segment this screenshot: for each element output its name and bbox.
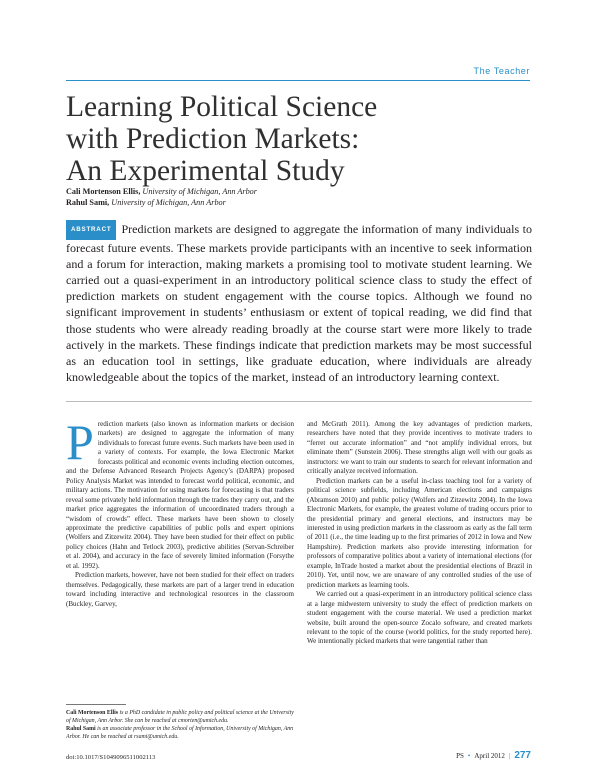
author-entry xyxy=(66,197,257,208)
author-footnotes xyxy=(66,710,294,742)
body-paragraph: and McGrath 2011). Among the key advantages of prediction markets, researchers have noted that they provide incentives to motivate traders to “ferret out accurate information” and “not amplify individual errors, but eliminate them” (Sunstein 2006). These strengths align well with our goals as instructors: we want to train our students to search for relevant information and critically analyze received information. xyxy=(307,420,532,476)
body-column-right xyxy=(307,420,532,647)
title-line: Learning Political Science xyxy=(66,91,378,123)
author-affiliation: University of Michigan, Ann Arbor xyxy=(111,198,226,207)
page-footer xyxy=(456,750,531,761)
author-name: Rahul Sami, xyxy=(66,198,110,207)
abstract-text: Prediction markets are designed to aggregate the information of many individuals to forecast future events. These markets provide participants with an incentive to seek information and a forum for interaction, making markets a promising tool to motivate student learning. We carried out a quasi-experiment in an introductory political science class to study the effect of prediction markets on student engagement with the course topics. Although we found no significant improvement in students’ enthusiasm or extent of topical reading, we did find that those students who were already reading broadly at the course start were more likely to trade actively in the markets. These findings indicate that prediction markets may be most successful as an education tool in settings, like graduate education, where individuals are already knowledgeable about the topics of the market, instead of an introductory learning context. xyxy=(66,222,532,384)
footer-separator: • xyxy=(467,752,471,760)
footnote-rule xyxy=(66,704,126,705)
author-list xyxy=(66,186,257,208)
journal-name: PS xyxy=(456,752,464,760)
body-column-left xyxy=(66,414,294,609)
author-affiliation: University of Michigan, Ann Arbor xyxy=(142,187,257,196)
body-paragraph: Prediction markets (also known as information markets or decision markets) are designed to aggregate the information of many individuals to forecast future events. Such markets have been used in a variety of contexts. For example, the Iowa Electronic Market forecasts political and economic events including election outcomes, and the Defense Advanced Research Projects Agency’s (DARPA) proposed Policy Analysis Market was intended to forecast world political, economic, and military actions. The motivation for using markets for forecasting is that traders reveal some privately held information through the trades they carry out, and the market price aggregates the information of uncoordinated traders through a “wisdom of crowds” effect. These markets have been shown to closely approximate the predictive capabilities of public polls and expert opinions (Wolfers and Zitzewitz 2004). They have been studied for their effect on public policy choices (Hahn and Tetlock 2003), predictive abilities (Servan-Schreiber et al. 2004), and accuracy in the face of severely limited information (Forsythe et al. 1992). xyxy=(66,414,294,570)
body-paragraph: We carried out a quasi-experiment in an introductory political science class at a large midwestern university to study the effect of prediction markets on student engagement with the course material. We used a prediction market website, built around the open-source Zocalo software, and created markets relevant to the topic of the course (world politics, for the study reported here). We intentionally picked markets that were tangential rather than xyxy=(307,590,532,646)
title-line: with Prediction Markets: xyxy=(66,123,360,155)
abstract-divider xyxy=(66,401,532,402)
footer-separator: | xyxy=(508,752,511,760)
issue-date: April 2012 xyxy=(474,752,505,760)
footnote: Cali Mortenson Ellis is a PhD candidate in public policy and political science at the University of Michigan, Ann Arbor. She can be reached at cmorten@umich.edu. xyxy=(66,710,294,724)
body-paragraph: Prediction markets, however, have not been studied for their effect on traders themselves. Pedagogically, these markets are part of a larger trend in education toward including interactive and technological resources in the classroom (Buckley, Garvey, xyxy=(66,571,294,608)
header-rule xyxy=(66,80,530,81)
author-entry xyxy=(66,186,257,197)
body-paragraph: Prediction markets can be a useful in-class teaching tool for a variety of political science subfields, including American elections and campaigns (Abramson 2010) and public policy (Wolfers and Zitzewitz 2004). In the Iowa Electronic Markets, for example, the greatest volume of trading occurs prior to the presidential primary and general elections, and instructors may be interested in using prediction markets in the classroom as early as the fall term of 2011 (i.e., the time leading up to the first primaries of 2012 in Iowa and New Hampshire). Prediction markets also provide interesting information for professors of comparative politics about a variety of international elections (for example, InTrade hosted a market about the presidential elections of Brazil in 2010). Yet, until now, we are unaware of any controlled studies of the use of prediction markets as learning tools. xyxy=(307,476,532,589)
page-number: 277 xyxy=(514,750,531,761)
abstract-badge: ABSTRACT xyxy=(66,220,116,240)
title-line: An Experimental Study xyxy=(66,155,345,187)
article-title xyxy=(66,91,496,187)
abstract xyxy=(66,220,532,385)
doi: doi:10.1017/S1049096511002113 xyxy=(66,754,156,761)
footnote: Rahul Sami is an associate professor in the School of Information, University of Michigan, Ann Arbor. He can be reached at rsami@umich.edu. xyxy=(66,725,294,740)
author-name: Cali Mortenson Ellis, xyxy=(66,187,141,196)
section-label: The Teacher xyxy=(473,66,530,76)
drop-cap: P xyxy=(66,414,94,470)
